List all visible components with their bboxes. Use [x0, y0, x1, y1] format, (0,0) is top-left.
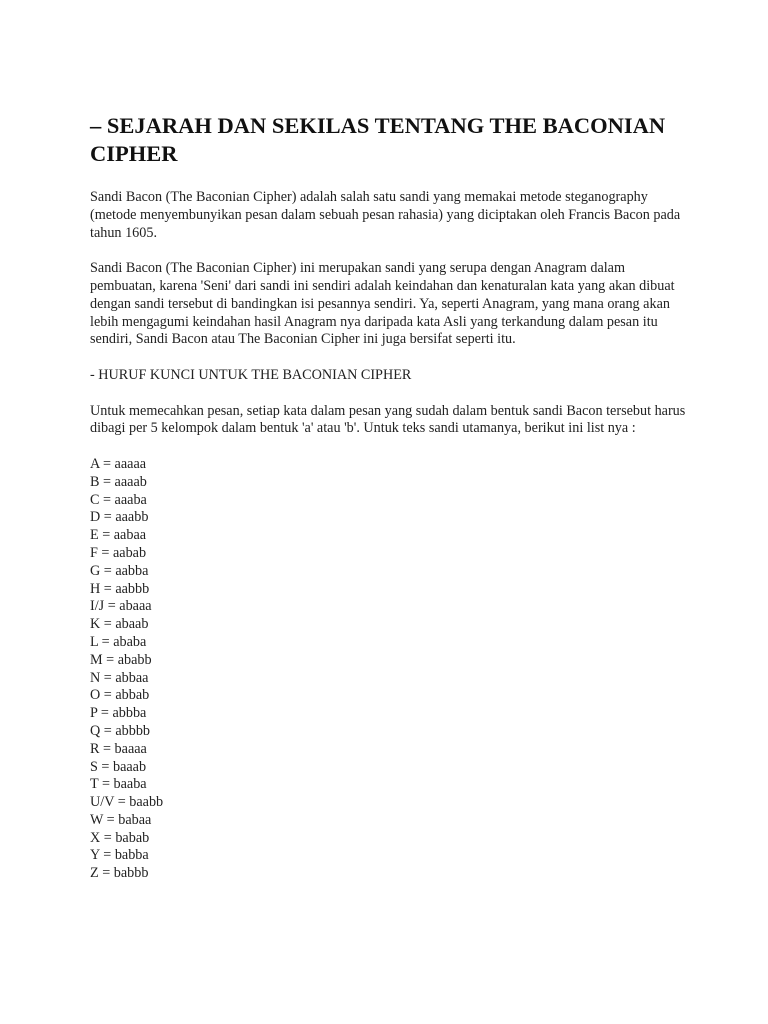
cipher-entry: S = baaab — [90, 758, 147, 775]
cipher-entry: W = babaa — [90, 811, 152, 828]
cipher-entry: I/J = abaaa — [90, 598, 152, 615]
cipher-table — [90, 456, 690, 883]
cipher-entry: T = baaba — [90, 776, 147, 793]
cipher-entry: Y = babba — [90, 847, 149, 864]
cipher-entry: L = ababa — [90, 633, 147, 650]
cipher-entry: G = aabba — [90, 562, 149, 579]
cipher-entry: H = aabbb — [90, 580, 150, 597]
cipher-entry: B = aaaab — [90, 473, 147, 490]
cipher-entry: U/V = baabb — [90, 794, 164, 811]
cipher-entry: O = abbab — [90, 687, 150, 704]
section-subheading: - HURUF KUNCI UNTUK THE BACONIAN CIPHER — [90, 366, 412, 383]
paragraph-key-intro: Untuk memecahkan pesan, setiap kata dalam pesan yang sudah dalam bentuk sandi Bacon tersebut harus dibagi per 5 kelompok dalam bentuk 'a' atau 'b'. Untuk teks sandi utamanya, berikut ini list nya : — [90, 402, 686, 437]
paragraph-anagram: Sandi Bacon (The Baconian Cipher) ini merupakan sandi yang serupa dengan Anagram dalam pembuatan, karena 'Seni' dari sandi ini sendiri adalah keindahan dan kenaturalan kata yang akan dibuat dengan sandi tersebut di bandingkan isi pesannya sendiri. Ya, seperti Anagram, yang mana orang akan lebih mengagumi keindahan hasil Anagram nya daripada kata Asli yang terkandung dalam pesan itu sendiri, Sandi Bacon atau The Baconian Cipher ini juga bersifat seperti itu. — [90, 260, 675, 348]
cipher-entry: R = baaaa — [90, 740, 147, 757]
cipher-entry: Z = babbb — [90, 865, 149, 882]
cipher-entry: X = babab — [90, 829, 150, 846]
document-page — [90, 112, 690, 883]
cipher-entry: F = aabab — [90, 544, 147, 561]
cipher-entry: D = aaabb — [90, 509, 149, 526]
cipher-entry: K = abaab — [90, 616, 149, 633]
paragraph-intro: Sandi Bacon (The Baconian Cipher) adalah salah satu sandi yang memakai metode steganography (metode menyembunyikan pesan dalam sebuah pesan rahasia) yang diciptakan oleh Francis Bacon pada tahun 1605. — [90, 189, 681, 241]
document-title: – SEJARAH DAN SEKILAS TENTANG THE BACONIAN CIPHER — [90, 113, 666, 166]
cipher-entry: P = abbba — [90, 705, 147, 722]
cipher-entry: M = ababb — [90, 651, 152, 668]
cipher-entry: N = abbaa — [90, 669, 149, 686]
cipher-entry: A = aaaaa — [90, 455, 147, 472]
cipher-entry: C = aaaba — [90, 491, 147, 508]
cipher-entry: Q = abbbb — [90, 722, 151, 739]
cipher-entry: E = aabaa — [90, 527, 147, 544]
